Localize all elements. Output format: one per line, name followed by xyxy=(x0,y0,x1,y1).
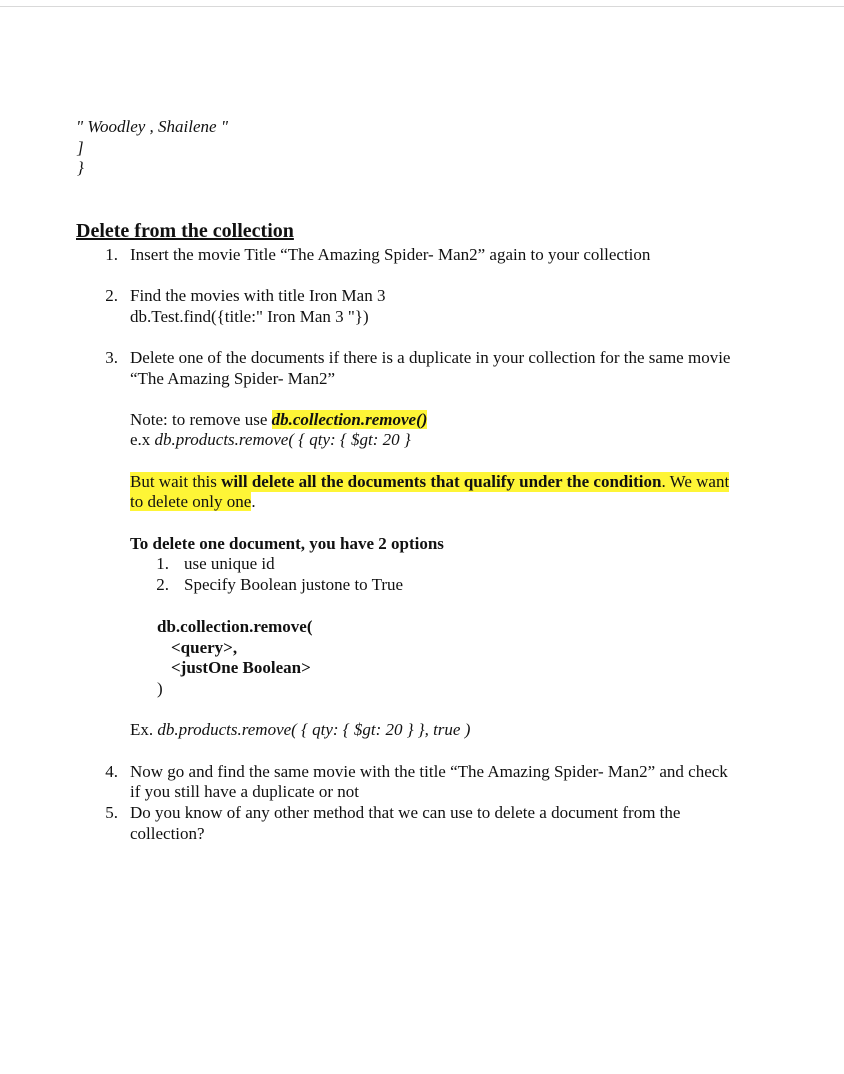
section-heading: Delete from the collection xyxy=(76,220,294,242)
item-2-line-2: db.Test.find({title:" Iron Man 3 "}) xyxy=(130,307,369,326)
code-line-4: ) xyxy=(157,679,163,698)
warning-line-1 xyxy=(130,472,729,492)
item-3-number: 3. xyxy=(105,348,118,367)
option-2-number: 2. xyxy=(156,575,169,594)
item-5-line-1: Do you know of any other method that we can use to delete a document from the xyxy=(130,803,681,822)
item-3-line-1: Delete one of the documents if there is a duplicate in your collection for the same movie xyxy=(130,348,731,367)
example-2-line xyxy=(130,720,470,740)
option-2-text: Specify Boolean justone to True xyxy=(184,575,404,594)
item-1-number: 1. xyxy=(105,245,118,264)
option-1-text: use unique id xyxy=(184,554,275,573)
item-4-line-1: Now go and find the same movie with the title “The Amazing Spider- Man2” and check xyxy=(130,762,728,781)
warning-text-3: to delete only one xyxy=(130,492,252,511)
snippet-line-1: " Woodley , Shailene " xyxy=(76,117,228,136)
warning-bold: will delete all the documents that qualify under the condition xyxy=(221,472,662,491)
item-5-line-2: collection? xyxy=(130,824,205,843)
example-2-prefix: Ex. xyxy=(130,720,158,739)
warning-line-2 xyxy=(130,492,256,512)
remove-method: db.collection.remove() xyxy=(271,410,428,429)
code-line-2: <query>, xyxy=(171,638,238,657)
item-5-number: 5. xyxy=(105,803,118,822)
item-2-line-1: Find the movies with title Iron Man 3 xyxy=(130,286,386,305)
note-line xyxy=(130,410,427,430)
snippet-line-3: } xyxy=(77,158,84,177)
warning-period: . xyxy=(251,492,256,511)
window-top-border xyxy=(0,6,844,7)
item-4-line-2: if you still have a duplicate or not xyxy=(130,782,359,801)
example-prefix: e.x xyxy=(130,430,155,449)
example-2-code: db.products.remove( { qty: { $gt: 20 } }, true ) xyxy=(157,720,471,739)
code-line-3: <justOne Boolean> xyxy=(171,658,311,677)
example-line xyxy=(130,430,411,450)
warning-text-2: . We want xyxy=(661,472,730,491)
options-title: To delete one document, you have 2 options xyxy=(130,534,444,553)
item-2-number: 2. xyxy=(105,286,118,305)
option-1-number: 1. xyxy=(156,554,169,573)
example-code: db.products.remove( { qty: { $gt: 20 } xyxy=(154,430,411,449)
warning-text-1: But wait this xyxy=(130,472,222,491)
code-line-1: db.collection.remove( xyxy=(157,617,313,636)
snippet-line-2: ] xyxy=(77,138,84,157)
item-1-text: Insert the movie Title “The Amazing Spider- Man2” again to your collection xyxy=(130,245,651,264)
note-prefix: Note: to remove use xyxy=(130,410,272,429)
item-4-number: 4. xyxy=(105,762,118,781)
item-3-line-2: “The Amazing Spider- Man2” xyxy=(130,369,336,388)
